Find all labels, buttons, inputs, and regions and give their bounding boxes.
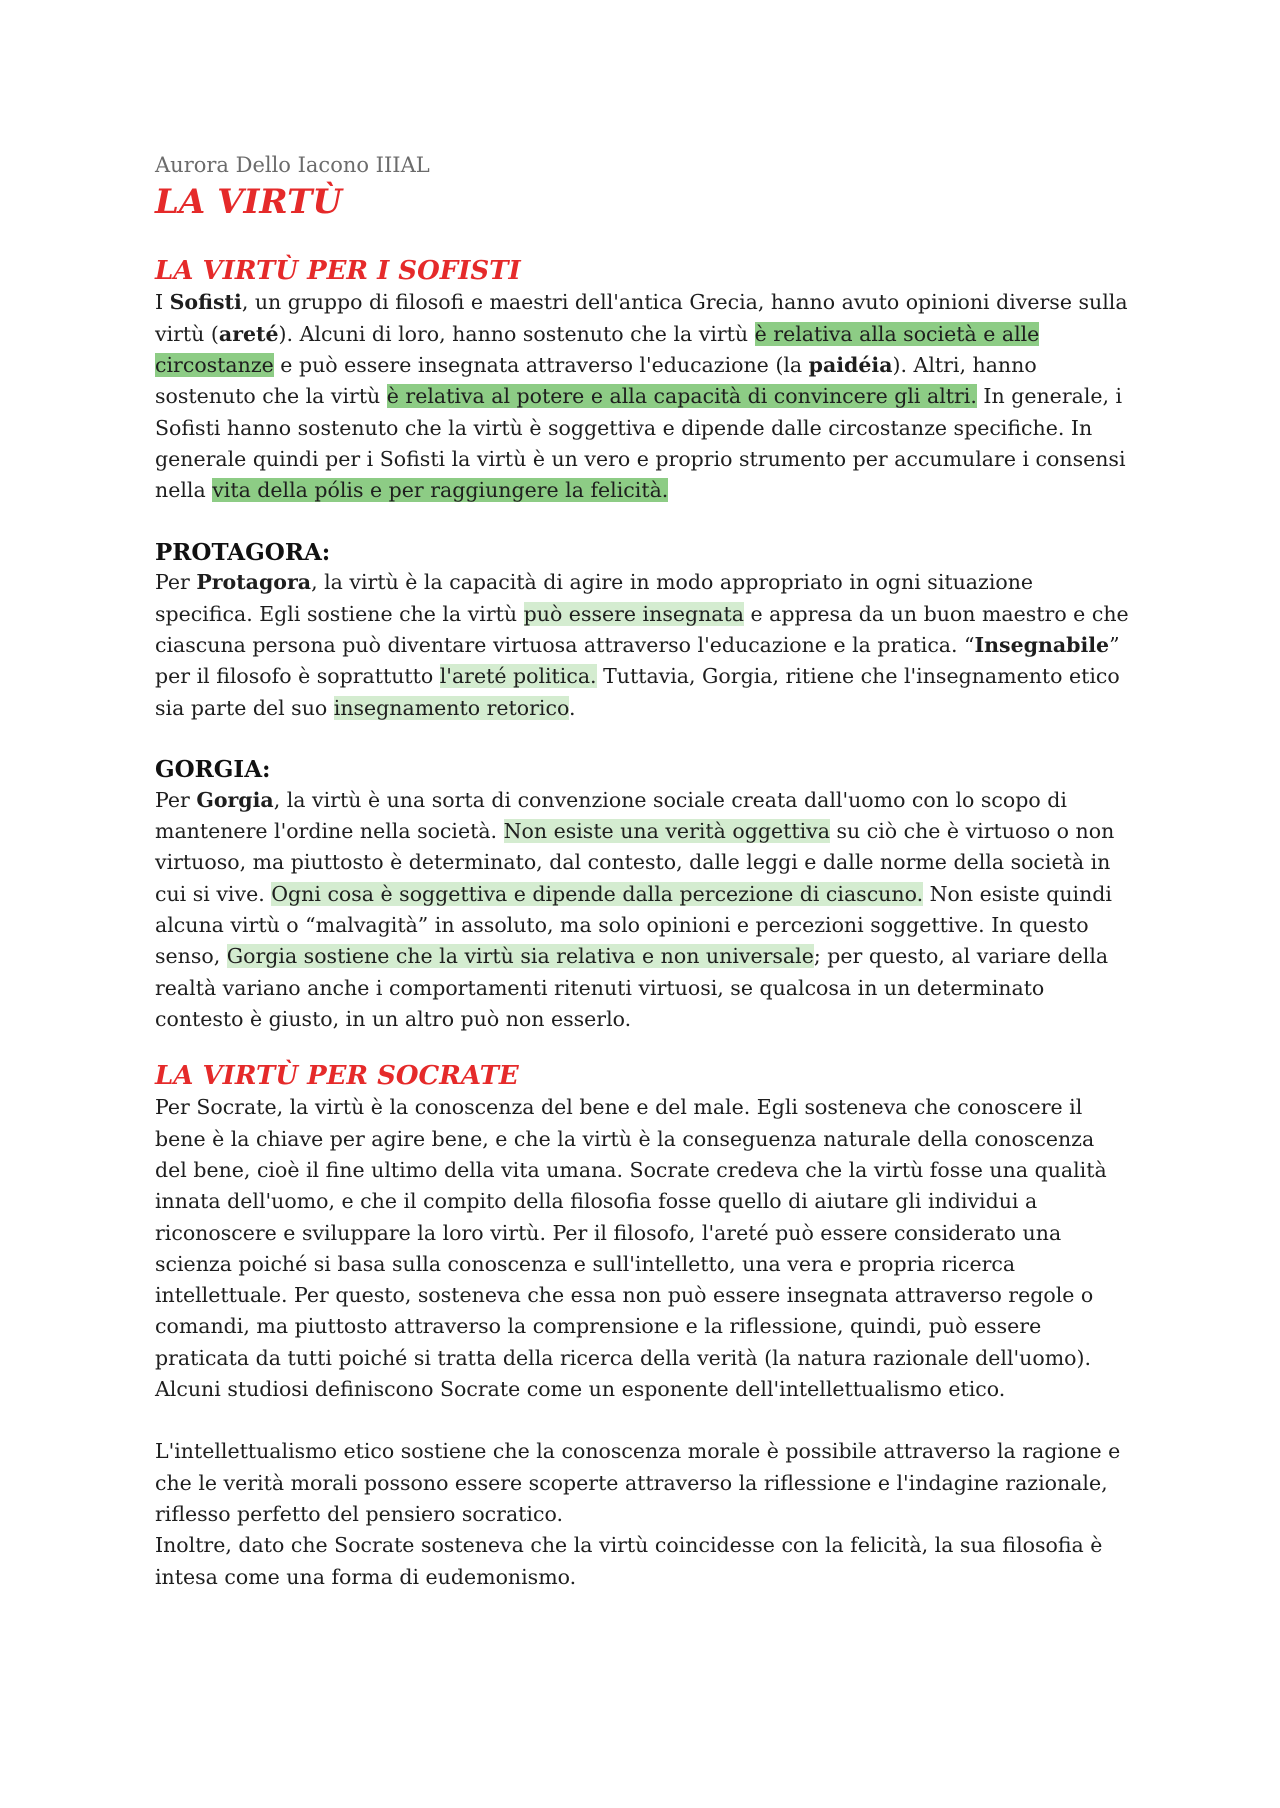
bold-term-protagora: Protagora: [196, 570, 312, 595]
spacer: [155, 724, 1130, 755]
bold-term-gorgia: Gorgia: [196, 787, 274, 812]
text-span: Tuttavia, Gorgia, ritiene che l'insegnamento etico sia parte del suo: [155, 664, 1120, 720]
highlight-relativa-non-universale: Gorgia sostiene che la virtù sia relativa e non universale: [226, 944, 814, 969]
spacer: [155, 507, 1130, 538]
bold-term-paideia: paidéia: [808, 353, 893, 378]
bold-term-sofisti: Sofisti: [169, 290, 242, 315]
paragraph-sofisti: [155, 287, 1130, 506]
document-body: [155, 150, 1130, 1593]
highlight-insegnamento-retorico: insegnamento retorico: [333, 695, 569, 720]
text-span: e appresa da un buon maestro e che ciascuna persona può diventare virtuosa attraverso l'educazione e la pratica. “: [155, 601, 1129, 658]
paragraph-socrate-3: L'intellettualismo etico sostiene che la conoscenza morale è possibile attraverso la ragione e che le verità morali possono essere scoperte attraverso la riflessione e l'indagine razionale, riflesso perfetto del pensiero socratico.: [155, 1439, 1121, 1526]
subheading-protagora: PROTAGORA:: [155, 538, 331, 566]
section-title-sofisti: LA VIRTÙ PER I SOFISTI: [155, 256, 521, 287]
paragraph-socrate-2: Alcuni studiosi definiscono Socrate come un esponente dell'intellettualismo etico.: [155, 1377, 1006, 1402]
document-title: LA VIRTÙ: [155, 181, 343, 222]
spacer: [155, 1405, 1130, 1436]
highlight-soggettiva: Ogni cosa è soggettiva e dipende dalla percezione di ciascuno.: [271, 881, 924, 906]
paragraph-socrate-4: Inoltre, dato che Socrate sosteneva che la virtù coincidesse con la felicità, la sua filosofia è intesa come una forma di eudemonismo.: [155, 1533, 1103, 1589]
text-span: , la virtù è una sorta di convenzione sociale creata dall'uomo con lo scopo di mantenere l'ordine nella società.: [155, 787, 1067, 844]
text-span: ). Alcuni di loro, hanno sostenuto che la virtù: [278, 321, 755, 346]
text-span: ). Altri, hanno sostenuto che la virtù: [155, 353, 1037, 409]
highlight-insegnata: può essere insegnata: [523, 601, 744, 626]
text-span: In generale, i Sofisti hanno sostenuto che la virtù è soggettiva e dipende dalle circostanze specifiche. In generale quindi per i Sofisti la virtù è un vero e proprio strumento per accumulare i consensi nella: [155, 384, 1126, 503]
highlight-relativa-potere: è relativa al potere e alla capacità di convincere gli altri.: [386, 384, 977, 409]
paragraph-socrate-1: Per Socrate, la virtù è la conoscenza del bene e del male. Egli sosteneva che conoscere il bene è la chiave per agire bene, e che la virtù è la conseguenza naturale della conoscenza del bene, cioè il fine ultimo della vita umana. Socrate credeva che la virtù fosse una qualità innata dell'uomo, e che il compito della filosofia fosse quello di aiutare gli individui a riconoscere e sviluppare la loro virtù. Per il filosofo, l'areté può essere considerato una scienza poiché si basa sulla conoscenza e sull'intelletto, una vera e propria ricerca intellettuale. Per questo, sosteneva che essa non può essere insegnata attraverso regole o comandi, ma piuttosto attraverso la comprensione e la riflessione, quindi, può essere praticata da tutti poiché si tratta della ricerca della verità (la natura razionale dell'uomo).: [155, 1095, 1107, 1370]
section-title-socrate: LA VIRTÙ PER SOCRATE: [155, 1061, 519, 1092]
author-line: Aurora Dello Iacono IIIAL: [155, 153, 430, 177]
highlight-verita-oggettiva: Non esiste una verità oggettiva: [503, 819, 830, 844]
paragraph-gorgia: [155, 785, 1130, 1035]
text-span: I: [155, 290, 170, 315]
text-span: su ciò che è virtuoso o non virtuoso, ma piuttosto è determinato, dal contesto, dalle leggi e dalle norme della società in cui si vive.: [155, 819, 1115, 906]
highlight-relativa-societa: è relativa alla società e alle circostanze: [155, 321, 1040, 378]
highlight-vita-polis: vita della pólis e per raggiungere la felicità.: [212, 478, 669, 503]
text-span: .: [568, 695, 576, 720]
text-span: Per: [155, 570, 197, 595]
text-span: ; per questo, al variare della realtà variano anche i comportamenti ritenuti virtuosi, se qualcosa in un determinato contesto è giusto, in un altro può non esserlo.: [155, 944, 1109, 1031]
spacer: [155, 1035, 1130, 1061]
text-span: ” per il filosofo è soprattutto: [155, 633, 1120, 689]
subheading-gorgia: GORGIA:: [155, 755, 271, 783]
text-span: , la virtù è la capacità di agire in modo appropriato in ogni situazione specifica. Egli sostiene che la virtù: [155, 570, 1034, 626]
bold-term-arete: areté: [218, 321, 279, 346]
text-span: Non esiste quindi alcuna virtù o “malvagità” in assoluto, ma solo opinioni e percezioni soggettive. In questo senso,: [155, 881, 1112, 969]
highlight-arete-politica: l'areté politica.: [439, 664, 597, 689]
bold-term-insegnabile: Insegnabile: [974, 633, 1110, 658]
text-span: e può essere insegnata attraverso l'educazione (la: [273, 353, 809, 378]
paragraph-protagora: [155, 567, 1130, 723]
text-span: , un gruppo di filosofi e maestri dell'antica Grecia, hanno avuto opinioni diverse sulla virtù (: [155, 290, 1128, 346]
text-span: Per: [155, 787, 197, 812]
